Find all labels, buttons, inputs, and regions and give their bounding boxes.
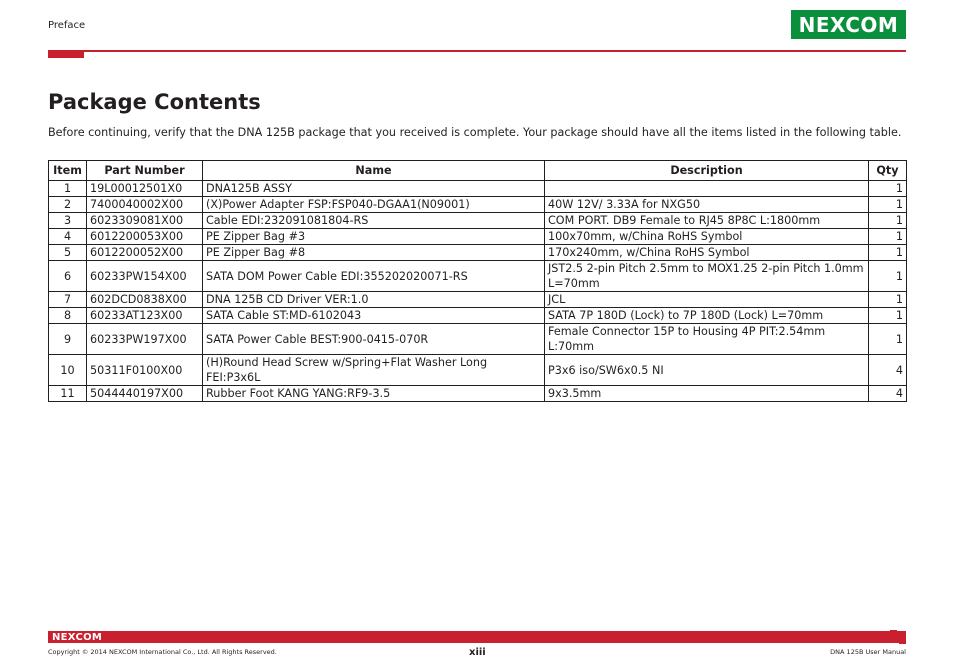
footer-corner-mark bbox=[890, 630, 897, 637]
cell-qty: 1 bbox=[869, 261, 907, 292]
table-row bbox=[49, 213, 907, 229]
cell-item: 1 bbox=[49, 181, 87, 197]
cell-part-number: 60233PW197X00 bbox=[87, 324, 203, 355]
cell-name: SATA Power Cable BEST:900-0415-070R bbox=[203, 324, 545, 355]
cell-description: JST2.5 2-pin Pitch 2.5mm to MOX1.25 2-pin Pitch 1.0mm L=70mm bbox=[545, 261, 869, 292]
page-number: xiii bbox=[469, 647, 486, 658]
cell-qty: 1 bbox=[869, 308, 907, 324]
cell-description: 9x3.5mm bbox=[545, 386, 869, 402]
cell-item: 10 bbox=[49, 355, 87, 386]
table-row bbox=[49, 292, 907, 308]
copyright-text: Copyright © 2014 NEXCOM International Co., Ltd. All Rights Reserved. bbox=[48, 648, 277, 656]
cell-qty: 4 bbox=[869, 386, 907, 402]
table-row bbox=[49, 355, 907, 386]
cell-qty: 1 bbox=[869, 324, 907, 355]
package-contents-table bbox=[48, 160, 907, 402]
page-title: Package Contents bbox=[48, 90, 261, 114]
cell-item: 4 bbox=[49, 229, 87, 245]
cell-description: 170x240mm, w/China RoHS Symbol bbox=[545, 245, 869, 261]
table-row bbox=[49, 181, 907, 197]
section-label: Preface bbox=[48, 20, 86, 31]
table-body bbox=[49, 181, 907, 402]
cell-qty: 1 bbox=[869, 229, 907, 245]
cell-item: 3 bbox=[49, 213, 87, 229]
cell-qty: 1 bbox=[869, 197, 907, 213]
cell-part-number: 50311F0100X00 bbox=[87, 355, 203, 386]
cell-part-number: 60233AT123X00 bbox=[87, 308, 203, 324]
cell-item: 7 bbox=[49, 292, 87, 308]
column-header-item: Item bbox=[49, 161, 87, 181]
cell-item: 9 bbox=[49, 324, 87, 355]
footer-bar bbox=[48, 631, 906, 643]
column-header-name: Name bbox=[203, 161, 545, 181]
cell-description bbox=[545, 181, 869, 197]
table-row bbox=[49, 229, 907, 245]
cell-name: DNA 125B CD Driver VER:1.0 bbox=[203, 292, 545, 308]
logo-text: NEXCOM bbox=[798, 12, 899, 37]
cell-item: 8 bbox=[49, 308, 87, 324]
cell-name: DNA125B ASSY bbox=[203, 181, 545, 197]
cell-name: SATA Cable ST:MD-6102043 bbox=[203, 308, 545, 324]
cell-qty: 1 bbox=[869, 213, 907, 229]
table-row bbox=[49, 324, 907, 355]
cell-part-number: 6023309081X00 bbox=[87, 213, 203, 229]
cell-name: PE Zipper Bag #8 bbox=[203, 245, 545, 261]
table-row bbox=[49, 386, 907, 402]
cell-part-number: 60233PW154X00 bbox=[87, 261, 203, 292]
cell-name: (X)Power Adapter FSP:FSP040-DGAA1(N09001) bbox=[203, 197, 545, 213]
header-tab bbox=[48, 50, 84, 58]
intro-text: Before continuing, verify that the DNA 125B package that you received is complete. Your package should have all the items listed in the following table. bbox=[48, 126, 902, 139]
cell-description: JCL bbox=[545, 292, 869, 308]
cell-description: 40W 12V/ 3.33A for NXG50 bbox=[545, 197, 869, 213]
cell-qty: 4 bbox=[869, 355, 907, 386]
cell-description: Female Connector 15P to Housing 4P PIT:2.54mm L:70mm bbox=[545, 324, 869, 355]
cell-name: Cable EDI:232091081804-RS bbox=[203, 213, 545, 229]
cell-name: Rubber Foot KANG YANG:RF9-3.5 bbox=[203, 386, 545, 402]
cell-qty: 1 bbox=[869, 292, 907, 308]
cell-description: P3x6 iso/SW6x0.5 NI bbox=[545, 355, 869, 386]
footer-logo: NEXCOM bbox=[52, 632, 103, 643]
cell-part-number: 19L00012501X0 bbox=[87, 181, 203, 197]
cell-part-number: 7400040002X00 bbox=[87, 197, 203, 213]
cell-item: 2 bbox=[49, 197, 87, 213]
cell-part-number: 6012200053X00 bbox=[87, 229, 203, 245]
cell-part-number: 602DCD0838X00 bbox=[87, 292, 203, 308]
cell-item: 11 bbox=[49, 386, 87, 402]
nexcom-logo bbox=[791, 10, 906, 39]
cell-description: SATA 7P 180D (Lock) to 7P 180D (Lock) L=70mm bbox=[545, 308, 869, 324]
column-header-description: Description bbox=[545, 161, 869, 181]
cell-name: (H)Round Head Screw w/Spring+Flat Washer Long FEI:P3x6L bbox=[203, 355, 545, 386]
cell-qty: 1 bbox=[869, 181, 907, 197]
table-row bbox=[49, 308, 907, 324]
header-rule bbox=[48, 50, 906, 52]
cell-description: COM PORT. DB9 Female to RJ45 8P8C L:1800mm bbox=[545, 213, 869, 229]
cell-name: PE Zipper Bag #3 bbox=[203, 229, 545, 245]
manual-title: DNA 125B User Manual bbox=[830, 648, 906, 656]
footer-corner-mark bbox=[899, 637, 906, 644]
cell-part-number: 5044440197X00 bbox=[87, 386, 203, 402]
cell-part-number: 6012200052X00 bbox=[87, 245, 203, 261]
table-row bbox=[49, 197, 907, 213]
table-header-row bbox=[49, 161, 907, 181]
column-header-part-number: Part Number bbox=[87, 161, 203, 181]
column-header-qty: Qty bbox=[869, 161, 907, 181]
cell-description: 100x70mm, w/China RoHS Symbol bbox=[545, 229, 869, 245]
cell-qty: 1 bbox=[869, 245, 907, 261]
cell-name: SATA DOM Power Cable EDI:355202020071-RS bbox=[203, 261, 545, 292]
table-row bbox=[49, 261, 907, 292]
cell-item: 6 bbox=[49, 261, 87, 292]
cell-item: 5 bbox=[49, 245, 87, 261]
table-row bbox=[49, 245, 907, 261]
